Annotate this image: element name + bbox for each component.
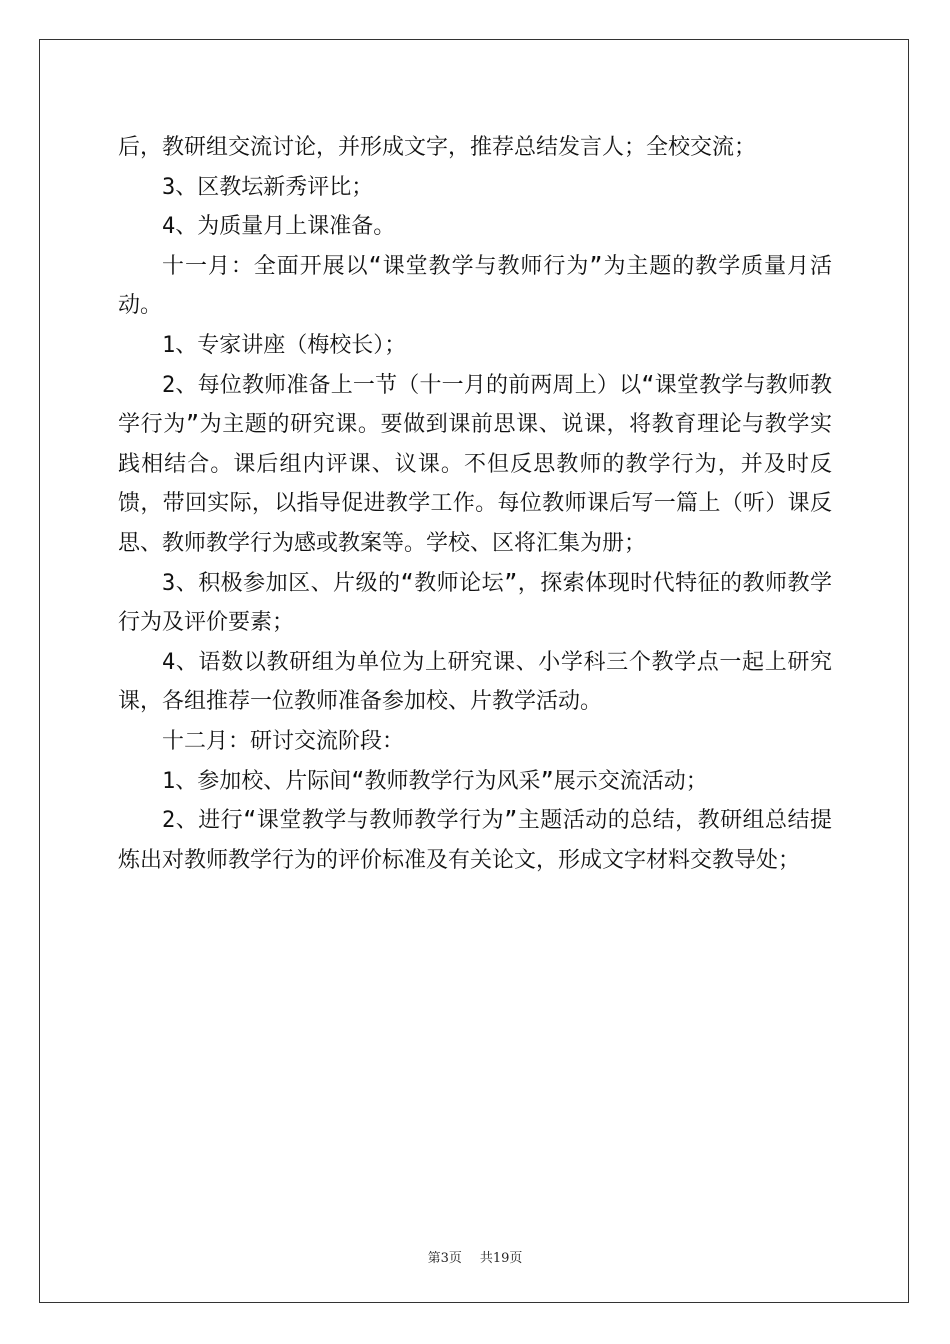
paragraph-3: 4、为质量月上课准备。 bbox=[162, 214, 396, 240]
paragraph-5: 1、专家讲座（梅校长）； bbox=[162, 332, 407, 358]
page-footer bbox=[0, 1247, 950, 1266]
page-total: 共19页 bbox=[479, 1251, 523, 1266]
paragraph-1: 后，教研组交流讨论，并形成文字，推荐总结发言人；全校交流； bbox=[118, 135, 757, 160]
paragraph-7: 3、积极参加区、片级的“教师论坛”，探索体现时代特征的教师教学行为及评价要素； bbox=[118, 570, 832, 636]
paragraph-6: 2、每位教师准备上一节（十一月的前两周上）以“课堂教学与教师教学行为”为主题的研究课。要做到课前思课、说课，将教育理论与教学实践相结合。课后组内评课、议课。不但反思教师的教学行为，并及时反馈，带回实际，以指导促进教学工作。每位教师课后写一篇上（听）课反思、教师教学行为感或教案等。学校、区将汇集为册； bbox=[118, 372, 832, 556]
page-number: 第3页 bbox=[427, 1251, 462, 1266]
paragraph-8: 4、语数以教研组为单位为上研究课、小学科三个教学点一起上研究课，各组推荐一位教师准备参加校、片教学活动。 bbox=[118, 649, 832, 715]
paragraph-10: 1、参加校、片际间“教师教学行为风采”展示交流活动； bbox=[162, 768, 708, 794]
paragraph-4: 十一月：全面开展以“课堂教学与教师行为”为主题的教学质量月活动。 bbox=[118, 253, 832, 319]
paragraph-9: 十二月：研讨交流阶段： bbox=[162, 728, 405, 754]
paragraph-11: 2、进行“课堂教学与教师教学行为”主题活动的总结，教研组总结提炼出对教师教学行为的评价标准及有关论文，形成文字材料交教导处； bbox=[118, 808, 832, 873]
document-body bbox=[118, 128, 832, 880]
paragraph-2: 3、区教坛新秀评比； bbox=[162, 174, 374, 200]
